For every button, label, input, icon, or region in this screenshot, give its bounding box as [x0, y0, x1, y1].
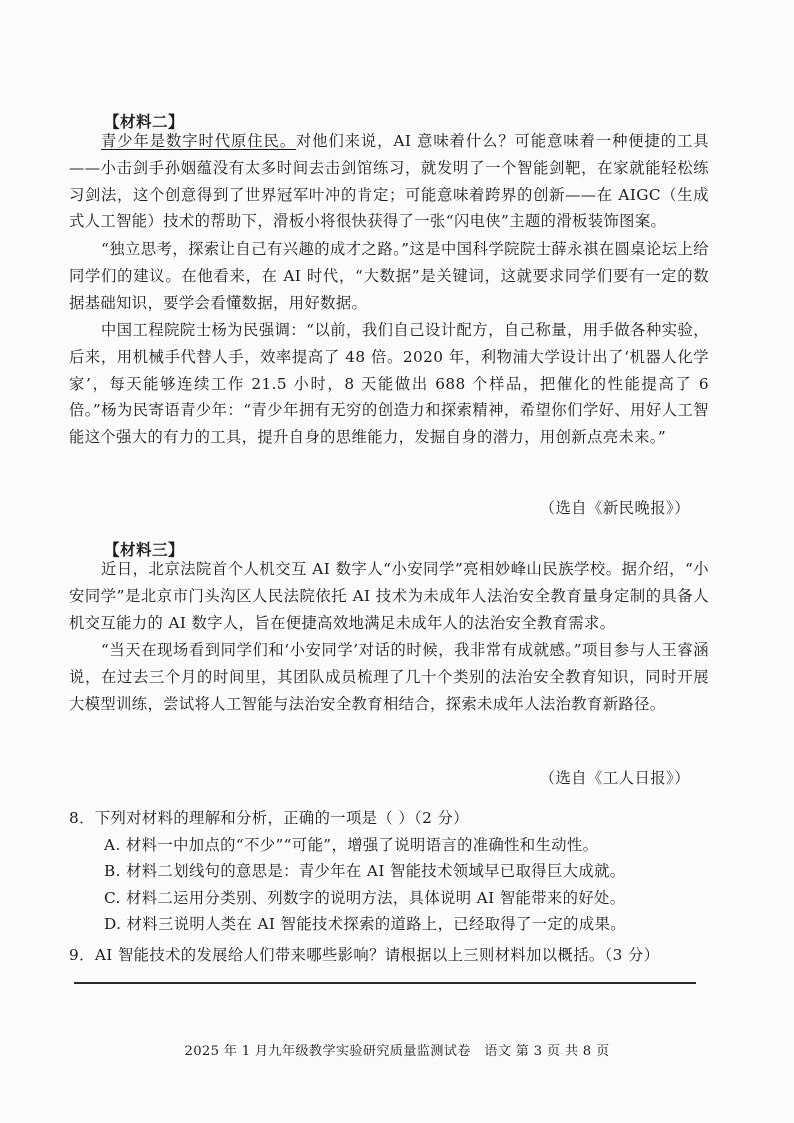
material2-paragraph-1-text: 对他们来说，AI 意味着什么？可能意味着一种便捷的工具——小击剑手孙姻蕴没有太多时间去击剑馆练习，就发明了一个智能剑靶，在家就能轻松练习剑法，这个创意得到了世界冠军叶冲的肯定；可能意味着跨界的创新——在 AIGC（生成式人工智能）技术的帮助下，滑板小将很快获得了一张“闪电侠”主题的滑板装饰图案。: [69, 132, 709, 231]
material3-heading: 【材料三】: [104, 540, 185, 559]
question-8-option-c: C. 材料二运用分类别、列数字的说明方法，具体说明 AI 智能带来的好处。: [104, 889, 626, 907]
question-9-stem: 9．AI 智能技术的发展给人们带来哪些影响？请根据以上三则材料加以概括。（3 分）: [69, 946, 660, 964]
question-8-option-b: B. 材料二划线句的意思是：青少年在 AI 智能技术领域早已取得巨大成就。: [104, 862, 626, 880]
material3-paragraph-2: “当天在现场看到同学们和‘小安同学’对话的时候，我非常有成就感。”项目参与人王睿涵说，在过去三个月的时间里，其团队成员梳理了几十个类别的法治安全教育知识，同时开展大模型训练，尝试将人工智能与法治安全教育相结合，探索未成年人法治教育新路径。: [69, 641, 709, 713]
question-8-stem: 8．下列对材料的理解和分析，正确的一项是（ ）（2 分）: [69, 809, 469, 827]
material2-paragraph-1: [69, 128, 709, 235]
material2-source: （选自《新民晚报》）: [539, 499, 690, 517]
material3-source: （选自《工人日报》）: [539, 769, 690, 787]
question-8-option-a: A. 材料一中加点的“不少”“可能”，增强了说明语言的准确性和生动性。: [104, 836, 599, 854]
answer-line[interactable]: [74, 982, 696, 984]
material2-heading: 【材料二】: [104, 112, 185, 131]
question-8-option-d: D. 材料三说明人类在 AI 智能技术探索的道路上，已经取得了一定的成果。: [104, 915, 626, 933]
material2-paragraph-3: 中国工程院院士杨为民强调：“以前，我们自己设计配方，自己称量，用手做各种实验，后来，用机械手代替人手，效率提高了 48 倍。2020 年，利物浦大学设计出了‘机器人化学家’，每天能够连续工作 21.5 小时，8 天能做出 688 个样品，把催化的性能提高了 6 倍。”杨为民寄语青少年：“青少年拥有无穷的创造力和探索精神，希望你们学好、用好人工智能这个强大的有力的工具，提升自身的思维能力，发掘自身的潜力，用创新点亮未来。”: [69, 321, 709, 447]
material3-paragraph-1: 近日，北京法院首个人机交互 AI 数字人“小安同学”亮相妙峰山民族学校。据介绍，“小安同学”是北京市门头沟区人民法院依托 AI 技术为未成年人法治安全教育量身定制的具备人机交互能力的 AI 数字人，旨在便捷高效地满足未成年人的法治安全教育需求。: [69, 560, 709, 632]
page-footer: 2025 年 1 月九年级教学实验研究质量监测试卷 语文 第 3 页 共 8 页: [184, 1044, 610, 1059]
underlined-sentence: 青少年是数字时代原住民。: [101, 132, 296, 150]
material2-paragraph-2: “独立思考，探索让自己有兴趣的成才之路。”这是中国科学院院士薛永祺在圆桌论坛上给同学们的建议。在他看来，在 AI 时代，“大数据”是关键词，这就要求同学们要有一定的数据基础知识，要学会看懂数据，用好数据。: [69, 240, 709, 312]
